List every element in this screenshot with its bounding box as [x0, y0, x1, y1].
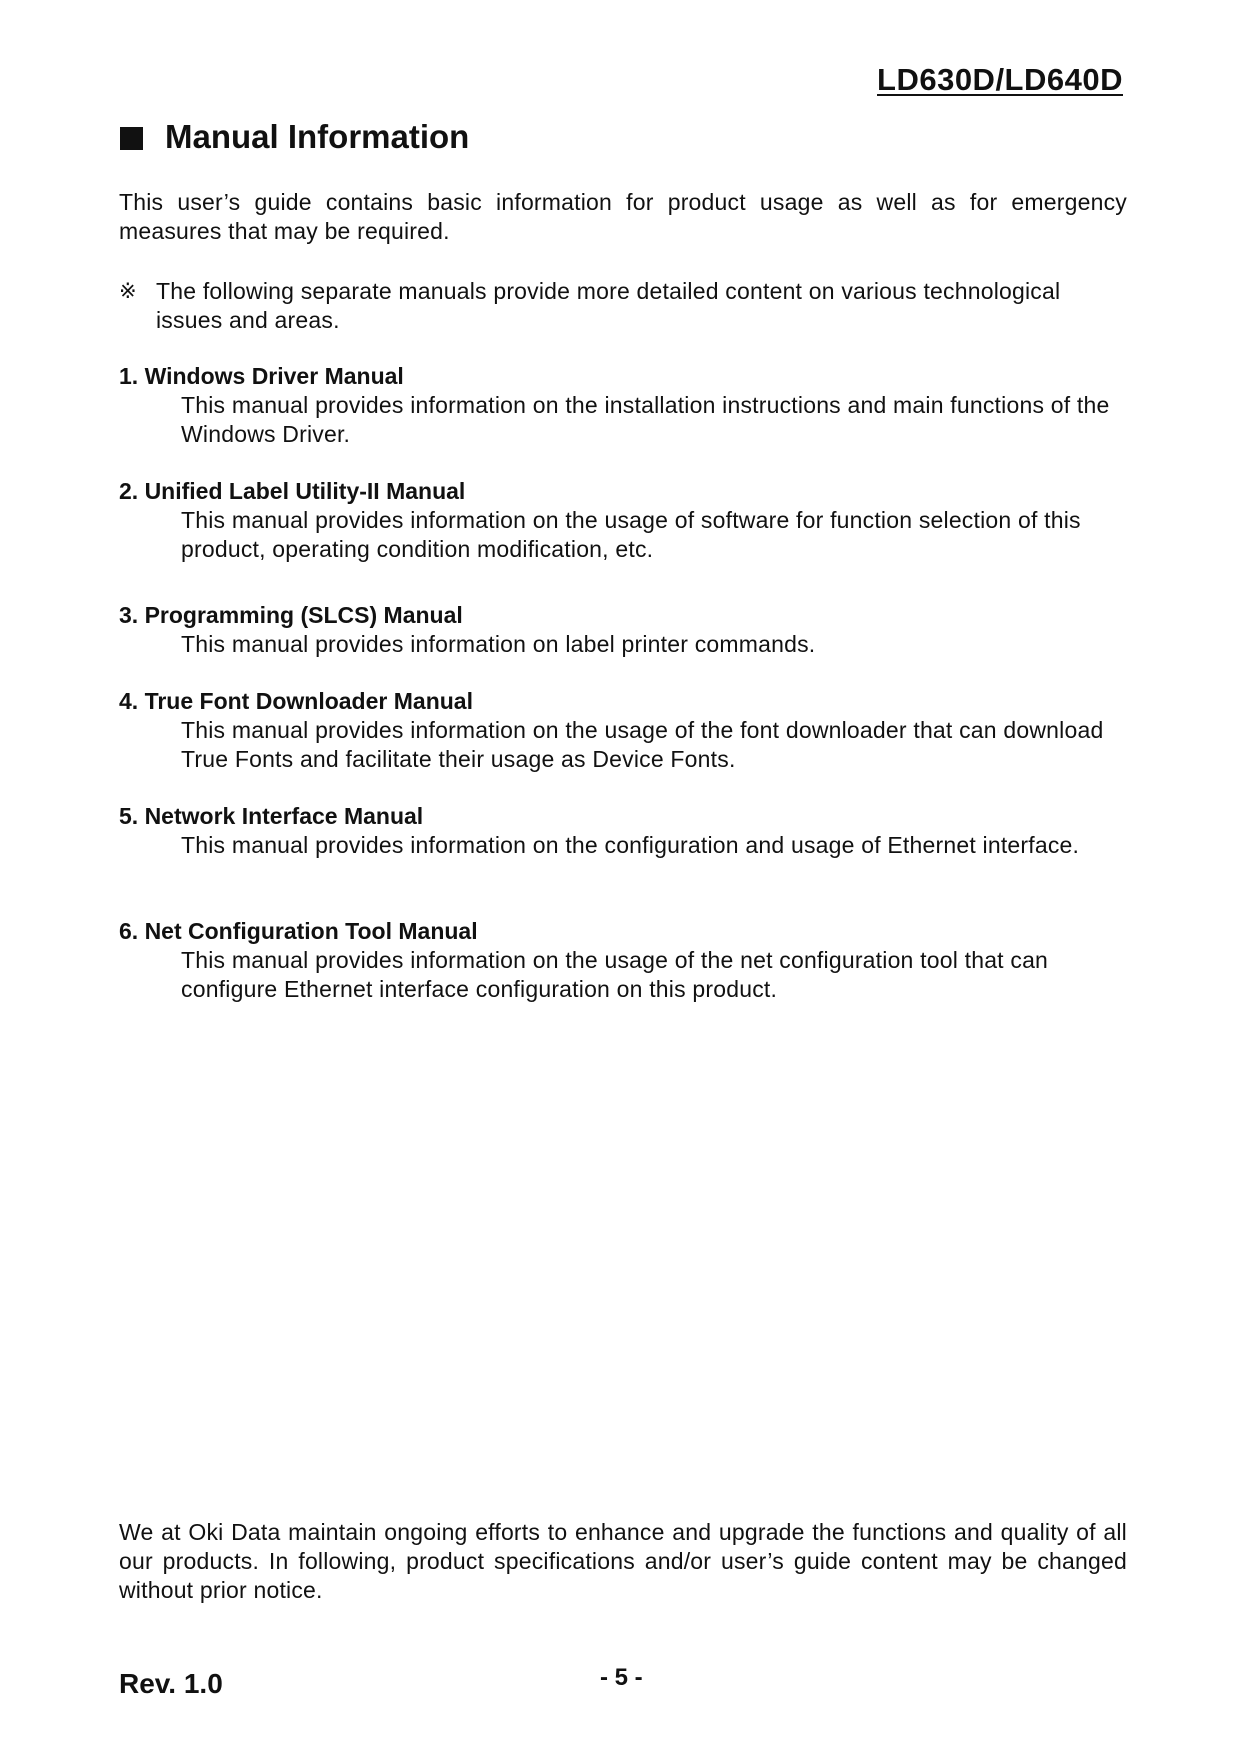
manual-item-true-font-downloader: [119, 687, 1127, 774]
manual-item-net-configuration-tool: [119, 917, 1127, 1004]
revision-label: Rev. 1.0: [119, 1668, 223, 1699]
intro-paragraph: This user’s guide contains basic information for product usage as well as for emergency measures that may be required.: [119, 189, 1127, 244]
manual-title: 1. Windows Driver Manual: [119, 363, 404, 389]
manual-item-programming-slcs: [119, 601, 1127, 659]
section-title: [120, 118, 469, 156]
manual-title: 5. Network Interface Manual: [119, 803, 424, 829]
note-text: The following separate manuals provide more detailed content on various technological issues and areas.: [156, 278, 1061, 333]
manual-description: This manual provides information on label printer commands.: [181, 631, 816, 657]
manual-description: This manual provides information on the usage of software for function selection of this product, operating condition modification, etc.: [181, 507, 1081, 562]
page-number: - 5 -: [600, 1664, 643, 1691]
manual-title: 6. Net Configuration Tool Manual: [119, 918, 478, 944]
manual-title: 3. Programming (SLCS) Manual: [119, 602, 463, 628]
black-square-bullet-icon: [120, 127, 143, 150]
note-paragraph: [119, 277, 1127, 335]
manual-description: This manual provides information on the usage of the net configuration tool that can configure Ethernet interface configuration on this product.: [181, 947, 1049, 1002]
manual-description: This manual provides information on the installation instructions and main functions of the Windows Driver.: [181, 392, 1110, 447]
reference-mark-icon: ※: [119, 279, 137, 303]
footer-notice: We at Oki Data maintain ongoing efforts to enhance and upgrade the functions and quality of all our products. In following, product specifications and/or user’s guide content may be changed without prior notice.: [119, 1519, 1127, 1603]
section-title-text: Manual Information: [165, 118, 470, 155]
manual-item-windows-driver: [119, 362, 1127, 449]
manual-title: 4. True Font Downloader Manual: [119, 688, 473, 714]
manual-description: This manual provides information on the configuration and usage of Ethernet interface.: [181, 832, 1080, 858]
manual-title: 2. Unified Label Utility-II Manual: [119, 478, 466, 504]
manual-item-unified-label-utility: [119, 477, 1127, 564]
manual-description: This manual provides information on the usage of the font downloader that can download True Fonts and facilitate their usage as Device Fonts.: [181, 717, 1104, 772]
model-header: LD630D/LD640D: [877, 62, 1123, 97]
manual-item-network-interface: [119, 802, 1127, 860]
